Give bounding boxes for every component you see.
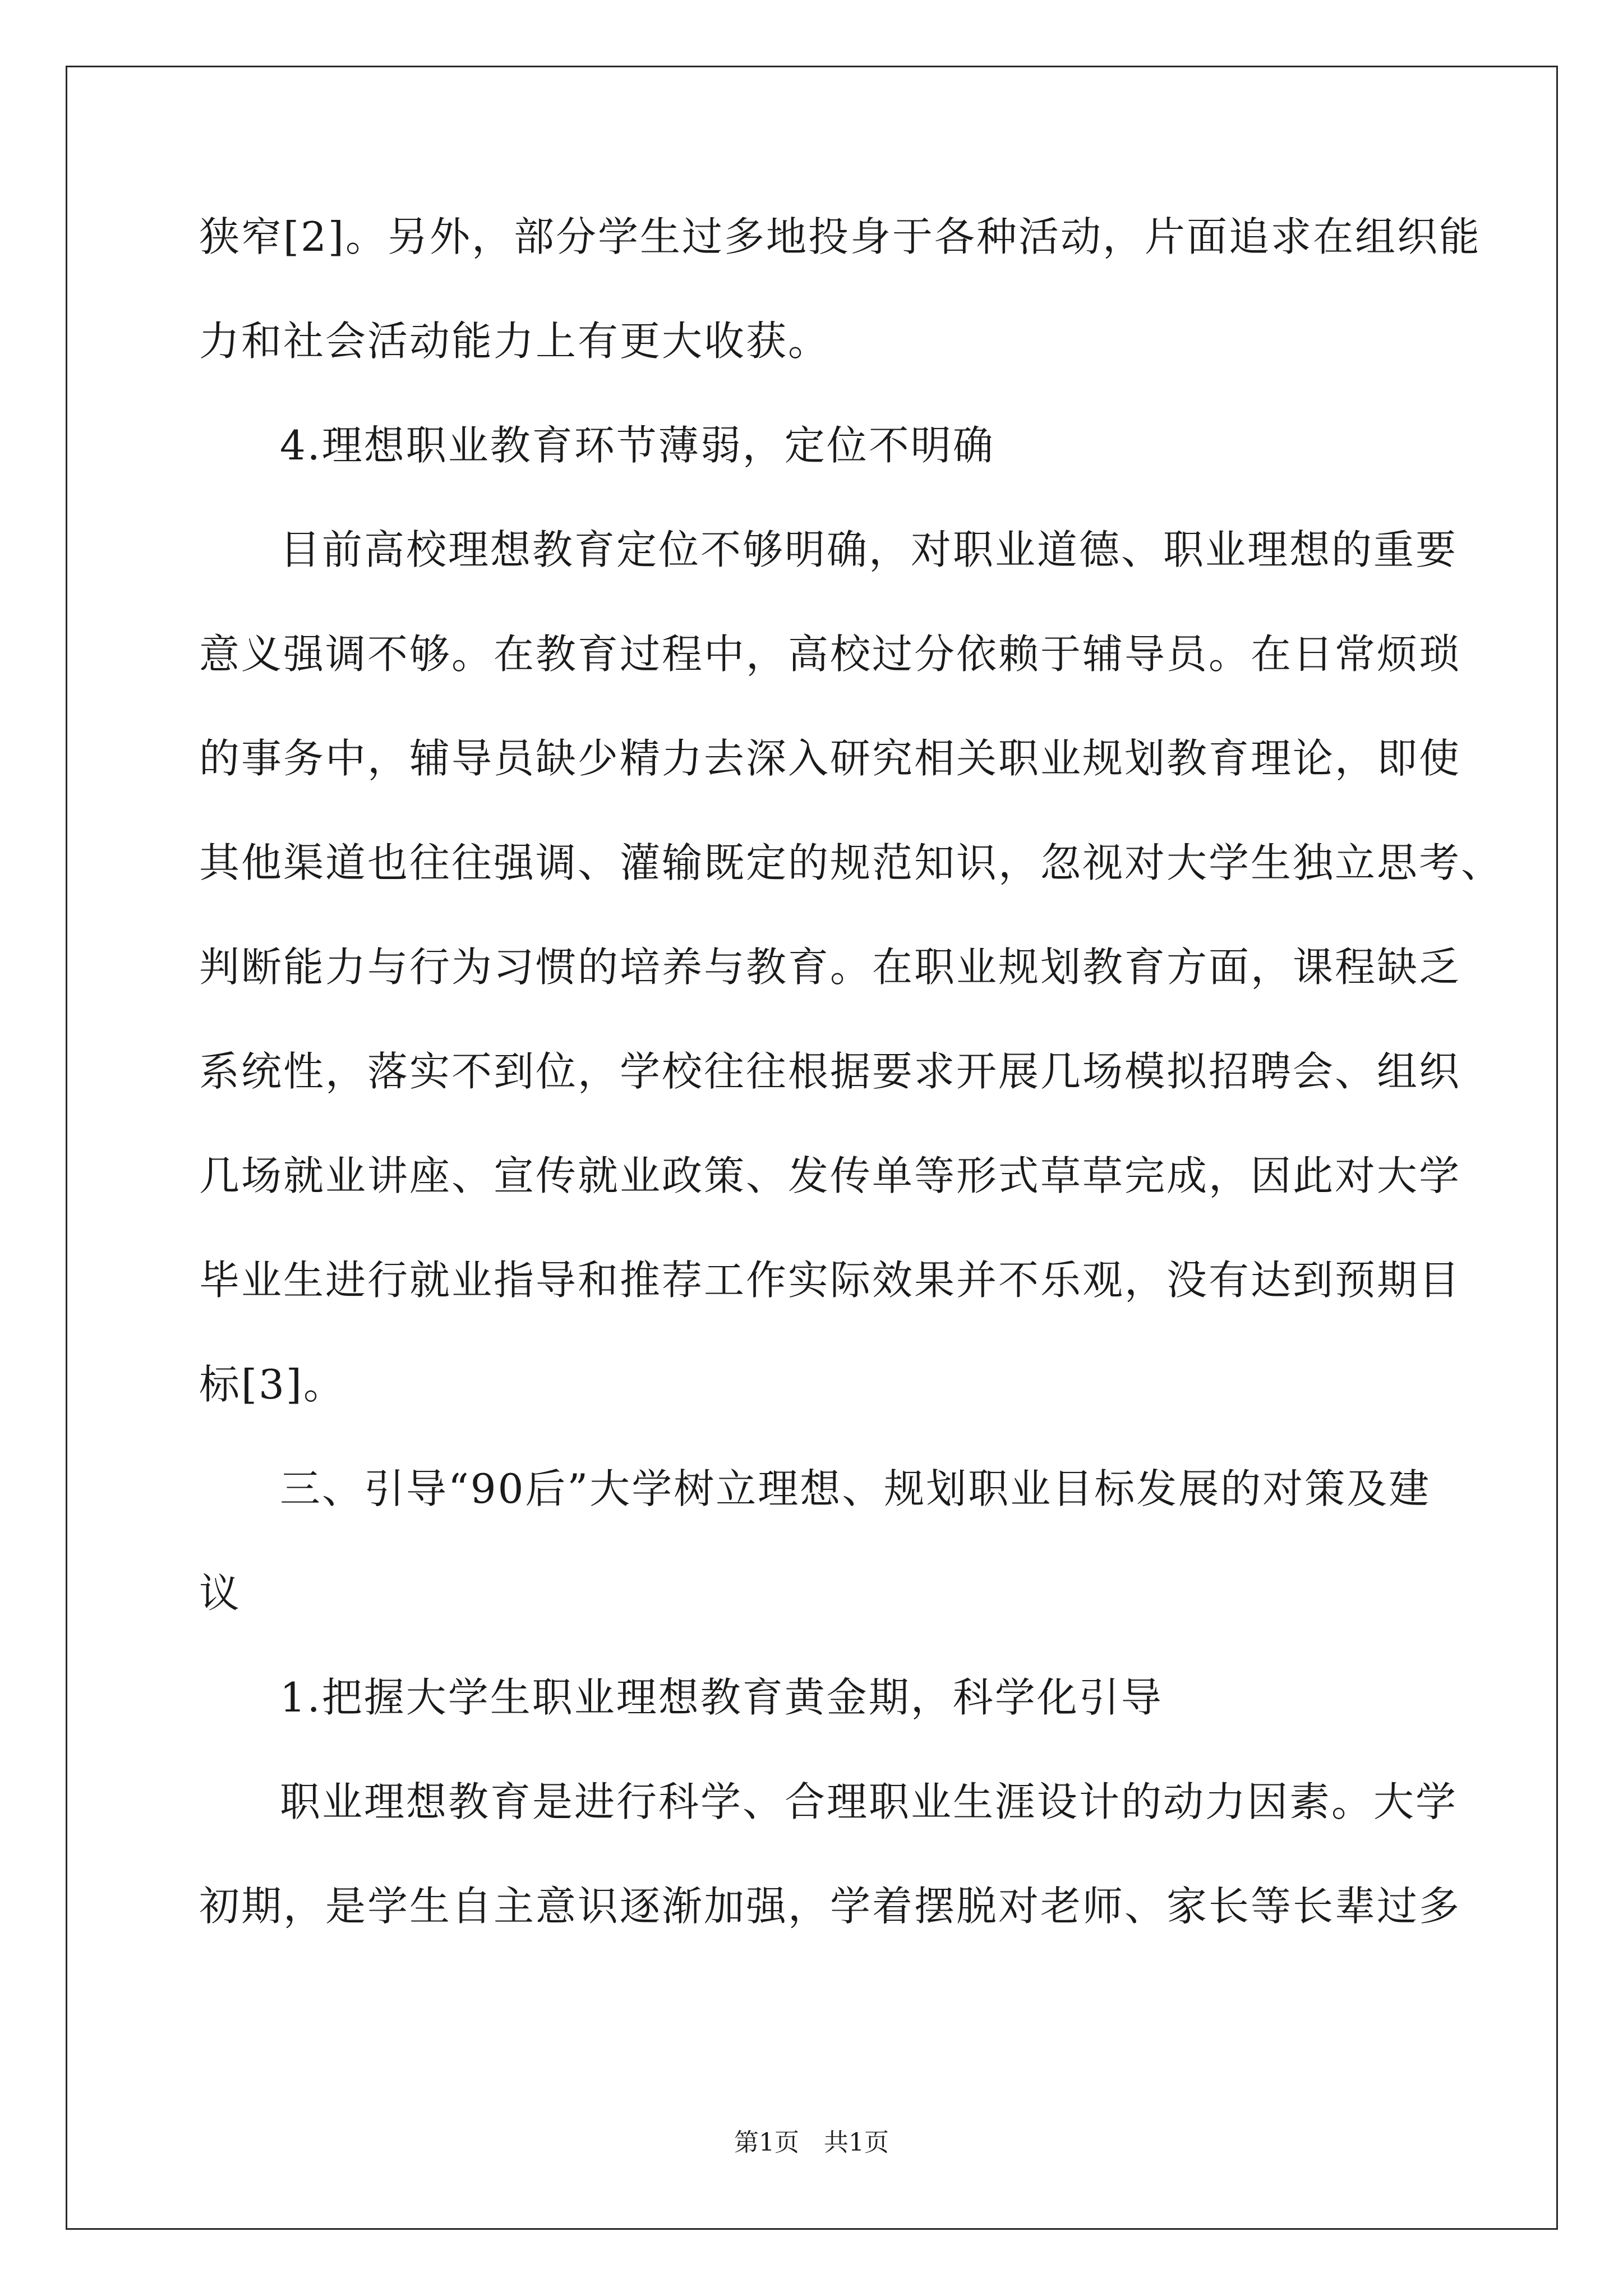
text-line-4: 目前高校理想教育定位不够明确，对职业道德、职业理想的重要 bbox=[280, 526, 1458, 573]
text-line-8: 判断能力与行为习惯的培养与教育。在职业规划教育方面，课程缺乏 bbox=[199, 944, 1461, 991]
section-heading-1: 1.把握大学生职业理想教育黄金期，科学化引导 bbox=[280, 1674, 1163, 1721]
text-line-17: 初期，是学生自主意识逐渐加强，学着摆脱对老师、家长等长辈过多 bbox=[199, 1883, 1461, 1930]
text-line-9: 系统性，落实不到位，学校往往根据要求开展几场模拟招聘会、组织 bbox=[199, 1048, 1461, 1095]
text-line-7: 其他渠道也往往强调、灌输既定的规范知识，忽视对大学生独立思考、 bbox=[199, 839, 1504, 886]
text-line-12: 标[3]。 bbox=[199, 1361, 345, 1408]
text-line-2: 力和社会活动能力上有更大收获。 bbox=[199, 318, 831, 365]
text-line-11: 毕业生进行就业指导和推荐工作实际效果并不乐观，没有达到预期目 bbox=[199, 1257, 1461, 1304]
text-line-16: 职业理想教育是进行科学、合理职业生涯设计的动力因素。大学 bbox=[280, 1778, 1458, 1825]
section-heading-3-cont: 议 bbox=[199, 1570, 242, 1617]
text-line-6: 的事务中，辅导员缺少精力去深入研究相关职业规划教育理论，即使 bbox=[199, 735, 1461, 782]
section-heading-4: 4.理想职业教育环节薄弱，定位不明确 bbox=[280, 422, 995, 469]
text-line-1: 狭窄[2]。另外，部分学生过多地投身于各种活动，片面追求在组织能 bbox=[199, 213, 1481, 260]
text-line-10: 几场就业讲座、宣传就业政策、发传单等形式草草完成，因此对大学 bbox=[199, 1152, 1461, 1199]
page-footer: 第1页 共1页 bbox=[734, 2128, 889, 2157]
section-heading-3: 三、引导“90后”大学树立理想、规划职业目标发展的对策及建 bbox=[280, 1465, 1431, 1512]
text-line-5: 意义强调不够。在教育过程中，高校过分依赖于辅导员。在日常烦琐 bbox=[199, 631, 1461, 678]
